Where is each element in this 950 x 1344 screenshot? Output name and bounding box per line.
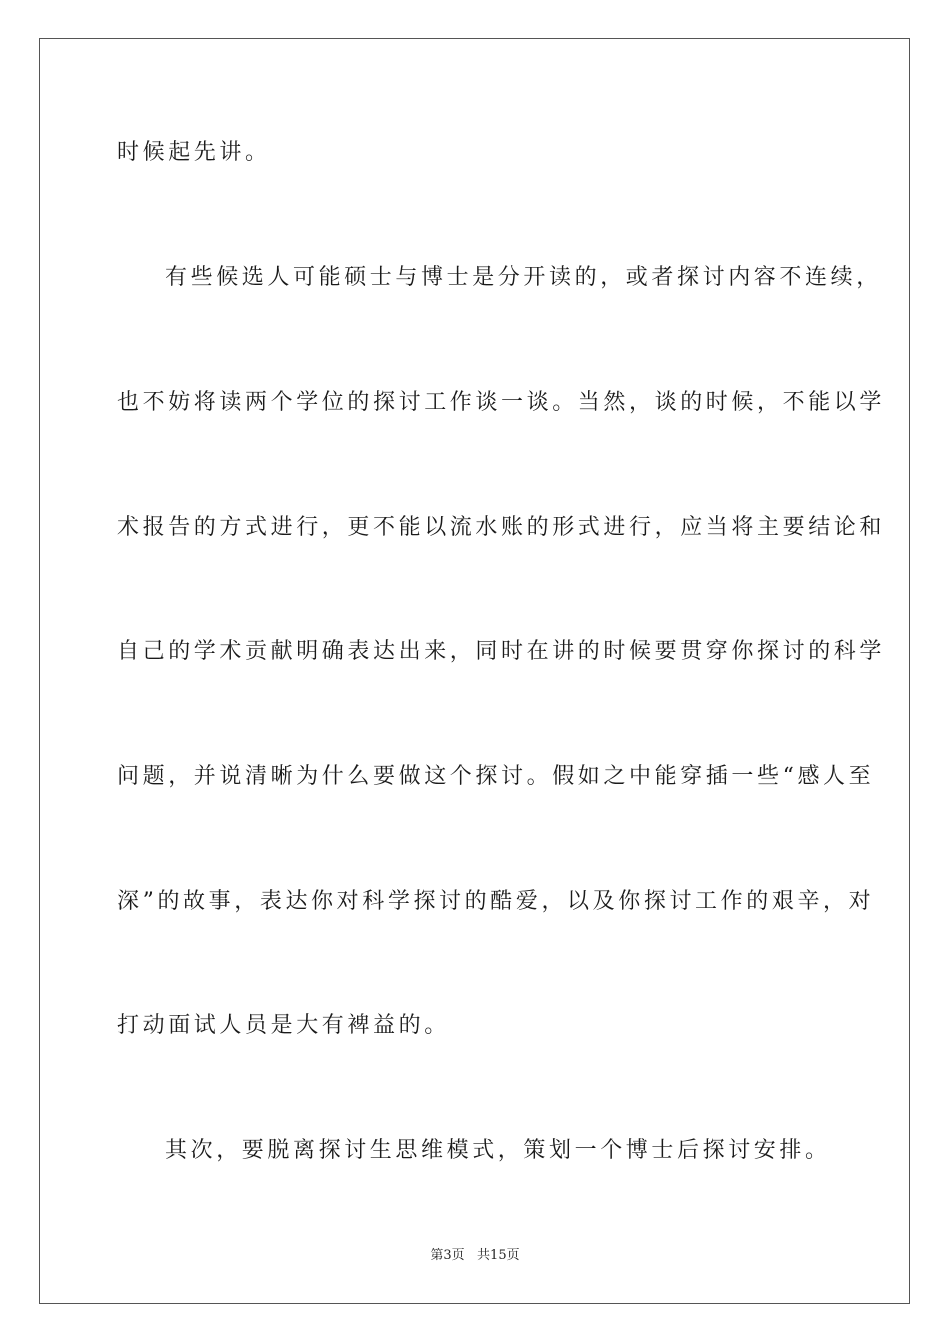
text-line-9: 其次，要脱离探讨生思维模式，策划一个博士后探讨安排。 [165, 1138, 831, 1163]
text-line-4: 术报告的方式进行，更不能以流水账的形式进行，应当将主要结论和 [117, 515, 886, 540]
text-line-6: 问题，并说清晰为什么要做这个探讨。假如之中能穿插一些“感人至 [117, 764, 875, 789]
text-line-2: 有些候选人可能硕士与博士是分开读的，或者探讨内容不连续， [165, 265, 882, 290]
text-line-8: 打动面试人员是大有裨益的。 [117, 1013, 450, 1038]
text-line-5: 自己的学术贡献明确表达出来，同时在讲的时候要贯穿你探讨的科学 [117, 639, 886, 664]
text-line-1: 时候起先讲。 [117, 140, 271, 165]
text-line-7: 深”的故事，表达你对科学探讨的酷爱，以及你探讨工作的艰辛，对 [117, 889, 875, 914]
page-footer: 第3页 共15页 [430, 1248, 520, 1263]
text-line-3: 也不妨将读两个学位的探讨工作谈一谈。当然，谈的时候，不能以学 [117, 390, 886, 415]
page-frame [39, 38, 910, 1304]
